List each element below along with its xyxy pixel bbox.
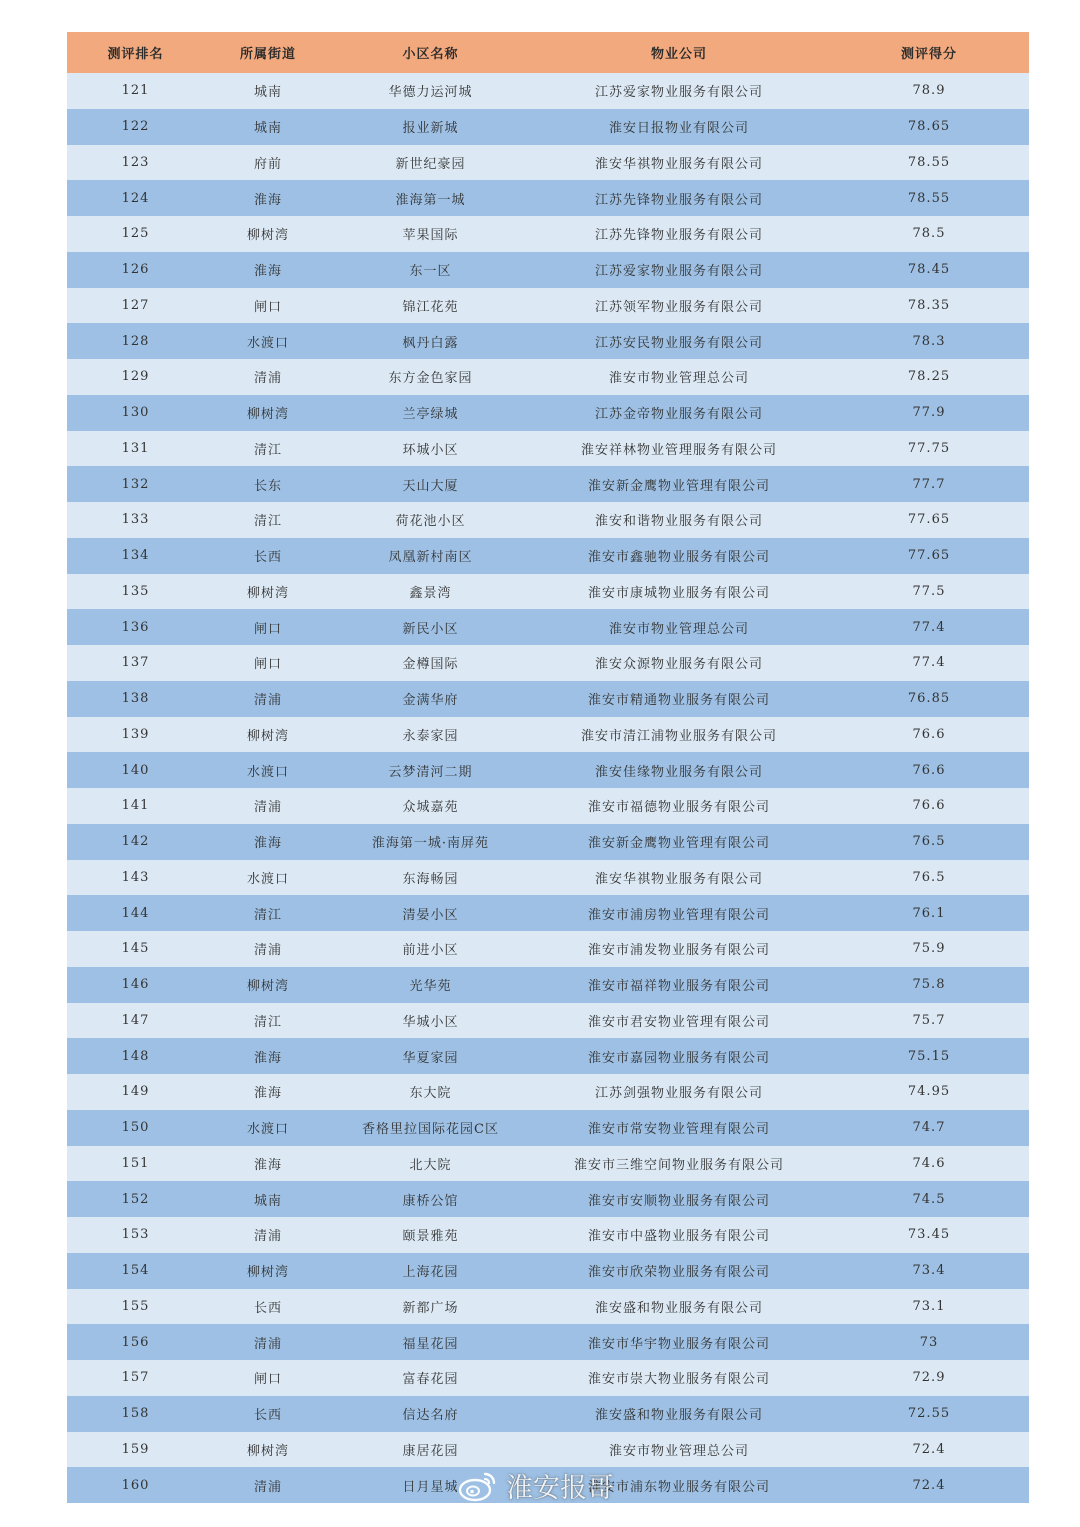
street-cell: 闸口 bbox=[204, 645, 332, 681]
street-cell: 清浦 bbox=[204, 359, 332, 395]
street-cell: 清浦 bbox=[204, 931, 332, 967]
score-cell: 76.5 bbox=[829, 824, 1029, 860]
rank-cell: 147 bbox=[67, 1003, 204, 1039]
score-cell: 72.4 bbox=[829, 1432, 1029, 1468]
street-cell: 柳树湾 bbox=[204, 395, 332, 431]
score-cell: 78.65 bbox=[829, 109, 1029, 145]
score-cell: 75.15 bbox=[829, 1038, 1029, 1074]
rank-cell: 125 bbox=[67, 216, 204, 252]
rank-cell: 153 bbox=[67, 1217, 204, 1253]
community-cell: 清晏小区 bbox=[332, 895, 529, 931]
header-score: 测评得分 bbox=[829, 32, 1029, 73]
street-cell: 清江 bbox=[204, 895, 332, 931]
rank-cell: 127 bbox=[67, 288, 204, 324]
score-cell: 77.65 bbox=[829, 502, 1029, 538]
community-cell: 康桥公馆 bbox=[332, 1181, 529, 1217]
street-cell: 柳树湾 bbox=[204, 216, 332, 252]
rank-cell: 152 bbox=[67, 1181, 204, 1217]
street-cell: 柳树湾 bbox=[204, 717, 332, 753]
street-cell: 闸口 bbox=[204, 609, 332, 645]
table-row bbox=[67, 1467, 1029, 1503]
street-cell: 水渡口 bbox=[204, 860, 332, 896]
street-cell: 淮海 bbox=[204, 1074, 332, 1110]
table-header bbox=[67, 32, 1029, 73]
community-cell: 苹果国际 bbox=[332, 216, 529, 252]
table-row bbox=[67, 1289, 1029, 1325]
street-cell: 长西 bbox=[204, 1289, 332, 1325]
table-row bbox=[67, 1146, 1029, 1182]
table-row bbox=[67, 1003, 1029, 1039]
community-cell: 金樽国际 bbox=[332, 645, 529, 681]
rank-cell: 140 bbox=[67, 752, 204, 788]
table-row bbox=[67, 895, 1029, 931]
street-cell: 水渡口 bbox=[204, 752, 332, 788]
score-cell: 78.55 bbox=[829, 180, 1029, 216]
rank-cell: 158 bbox=[67, 1396, 204, 1432]
rank-cell: 134 bbox=[67, 538, 204, 574]
score-cell: 76.6 bbox=[829, 788, 1029, 824]
table-row bbox=[67, 1324, 1029, 1360]
company-cell: 江苏领军物业服务有限公司 bbox=[529, 288, 829, 324]
ranking-table bbox=[67, 32, 1029, 1503]
community-cell: 新民小区 bbox=[332, 609, 529, 645]
table-row bbox=[67, 1360, 1029, 1396]
company-cell: 淮安市清江浦物业服务有限公司 bbox=[529, 717, 829, 753]
company-cell: 淮安盛和物业服务有限公司 bbox=[529, 1396, 829, 1432]
company-cell: 淮安市物业管理总公司 bbox=[529, 609, 829, 645]
company-cell: 淮安华祺物业服务有限公司 bbox=[529, 145, 829, 181]
street-cell: 清江 bbox=[204, 431, 332, 467]
community-cell: 香格里拉国际花园C区 bbox=[332, 1110, 529, 1146]
table-row bbox=[67, 1181, 1029, 1217]
score-cell: 76.5 bbox=[829, 860, 1029, 896]
street-cell: 柳树湾 bbox=[204, 574, 332, 610]
community-cell: 锦江花苑 bbox=[332, 288, 529, 324]
rank-cell: 133 bbox=[67, 502, 204, 538]
community-cell: 福星花园 bbox=[332, 1324, 529, 1360]
score-cell: 77.65 bbox=[829, 538, 1029, 574]
community-cell: 兰亭绿城 bbox=[332, 395, 529, 431]
table-row bbox=[67, 395, 1029, 431]
score-cell: 78.25 bbox=[829, 359, 1029, 395]
company-cell: 江苏先锋物业服务有限公司 bbox=[529, 180, 829, 216]
table-row bbox=[67, 1432, 1029, 1468]
street-cell: 闸口 bbox=[204, 288, 332, 324]
table-row bbox=[67, 145, 1029, 181]
rank-cell: 148 bbox=[67, 1038, 204, 1074]
rank-cell: 145 bbox=[67, 931, 204, 967]
community-cell: 凤凰新村南区 bbox=[332, 538, 529, 574]
community-cell: 环城小区 bbox=[332, 431, 529, 467]
score-cell: 78.55 bbox=[829, 145, 1029, 181]
street-cell: 淮海 bbox=[204, 180, 332, 216]
header-street: 所属街道 bbox=[204, 32, 332, 73]
score-cell: 76.85 bbox=[829, 681, 1029, 717]
company-cell: 淮安市浦房物业管理有限公司 bbox=[529, 895, 829, 931]
company-cell: 江苏安民物业服务有限公司 bbox=[529, 323, 829, 359]
table-row bbox=[67, 645, 1029, 681]
company-cell: 淮安祥林物业管理服务有限公司 bbox=[529, 431, 829, 467]
score-cell: 73.45 bbox=[829, 1217, 1029, 1253]
company-cell: 江苏金帝物业服务有限公司 bbox=[529, 395, 829, 431]
community-cell: 华城小区 bbox=[332, 1003, 529, 1039]
score-cell: 77.4 bbox=[829, 645, 1029, 681]
header-community: 小区名称 bbox=[332, 32, 529, 73]
company-cell: 淮安市福祥物业服务有限公司 bbox=[529, 967, 829, 1003]
rank-cell: 131 bbox=[67, 431, 204, 467]
community-cell: 富春花园 bbox=[332, 1360, 529, 1396]
table-row bbox=[67, 860, 1029, 896]
community-cell: 永泰家园 bbox=[332, 717, 529, 753]
header-rank: 测评排名 bbox=[67, 32, 204, 73]
score-cell: 78.45 bbox=[829, 252, 1029, 288]
table-row bbox=[67, 788, 1029, 824]
street-cell: 城南 bbox=[204, 1181, 332, 1217]
score-cell: 77.7 bbox=[829, 466, 1029, 502]
company-cell: 淮安市物业管理总公司 bbox=[529, 1432, 829, 1468]
rank-cell: 160 bbox=[67, 1467, 204, 1503]
table-row bbox=[67, 1038, 1029, 1074]
rank-cell: 159 bbox=[67, 1432, 204, 1468]
rank-cell: 130 bbox=[67, 395, 204, 431]
company-cell: 淮安市福德物业服务有限公司 bbox=[529, 788, 829, 824]
score-cell: 76.6 bbox=[829, 717, 1029, 753]
score-cell: 73 bbox=[829, 1324, 1029, 1360]
rank-cell: 157 bbox=[67, 1360, 204, 1396]
community-cell: 众城嘉苑 bbox=[332, 788, 529, 824]
community-cell: 报业新城 bbox=[332, 109, 529, 145]
score-cell: 72.9 bbox=[829, 1360, 1029, 1396]
score-cell: 75.9 bbox=[829, 931, 1029, 967]
rank-cell: 121 bbox=[67, 73, 204, 109]
company-cell: 淮安众源物业服务有限公司 bbox=[529, 645, 829, 681]
table-row bbox=[67, 931, 1029, 967]
company-cell: 淮安市中盛物业服务有限公司 bbox=[529, 1217, 829, 1253]
rank-cell: 126 bbox=[67, 252, 204, 288]
community-cell: 光华苑 bbox=[332, 967, 529, 1003]
community-cell: 新世纪豪园 bbox=[332, 145, 529, 181]
rank-cell: 124 bbox=[67, 180, 204, 216]
table-row bbox=[67, 252, 1029, 288]
street-cell: 柳树湾 bbox=[204, 1253, 332, 1289]
score-cell: 76.6 bbox=[829, 752, 1029, 788]
table-row bbox=[67, 609, 1029, 645]
company-cell: 江苏先锋物业服务有限公司 bbox=[529, 216, 829, 252]
rank-cell: 136 bbox=[67, 609, 204, 645]
table-row bbox=[67, 967, 1029, 1003]
company-cell: 淮安佳缘物业服务有限公司 bbox=[529, 752, 829, 788]
rank-cell: 154 bbox=[67, 1253, 204, 1289]
header-company: 物业公司 bbox=[529, 32, 829, 73]
score-cell: 74.7 bbox=[829, 1110, 1029, 1146]
company-cell: 淮安市康城物业服务有限公司 bbox=[529, 574, 829, 610]
community-cell: 康居花园 bbox=[332, 1432, 529, 1468]
company-cell: 淮安市浦发物业服务有限公司 bbox=[529, 931, 829, 967]
community-cell: 信达名府 bbox=[332, 1396, 529, 1432]
street-cell: 清浦 bbox=[204, 788, 332, 824]
street-cell: 水渡口 bbox=[204, 323, 332, 359]
rank-cell: 135 bbox=[67, 574, 204, 610]
street-cell: 府前 bbox=[204, 145, 332, 181]
street-cell: 柳树湾 bbox=[204, 1432, 332, 1468]
score-cell: 78.35 bbox=[829, 288, 1029, 324]
rank-cell: 129 bbox=[67, 359, 204, 395]
table-row bbox=[67, 466, 1029, 502]
score-cell: 72.4 bbox=[829, 1467, 1029, 1503]
community-cell: 华夏家园 bbox=[332, 1038, 529, 1074]
table-row bbox=[67, 288, 1029, 324]
rank-cell: 137 bbox=[67, 645, 204, 681]
company-cell: 淮安市精通物业服务有限公司 bbox=[529, 681, 829, 717]
community-cell: 颐景雅苑 bbox=[332, 1217, 529, 1253]
table-row bbox=[67, 1110, 1029, 1146]
company-cell: 淮安市嘉园物业服务有限公司 bbox=[529, 1038, 829, 1074]
community-cell: 新都广场 bbox=[332, 1289, 529, 1325]
company-cell: 江苏爱家物业服务有限公司 bbox=[529, 252, 829, 288]
company-cell: 淮安华祺物业服务有限公司 bbox=[529, 860, 829, 896]
rank-cell: 122 bbox=[67, 109, 204, 145]
rank-cell: 142 bbox=[67, 824, 204, 860]
table-row bbox=[67, 502, 1029, 538]
community-cell: 东一区 bbox=[332, 252, 529, 288]
score-cell: 77.4 bbox=[829, 609, 1029, 645]
street-cell: 长东 bbox=[204, 466, 332, 502]
street-cell: 清浦 bbox=[204, 1217, 332, 1253]
company-cell: 淮安市鑫驰物业服务有限公司 bbox=[529, 538, 829, 574]
community-cell: 淮海第一城 bbox=[332, 180, 529, 216]
street-cell: 水渡口 bbox=[204, 1110, 332, 1146]
street-cell: 柳树湾 bbox=[204, 967, 332, 1003]
company-cell: 淮安市君安物业管理有限公司 bbox=[529, 1003, 829, 1039]
table-row bbox=[67, 1217, 1029, 1253]
company-cell: 江苏剑强物业服务有限公司 bbox=[529, 1074, 829, 1110]
table-row bbox=[67, 717, 1029, 753]
community-cell: 东方金色家园 bbox=[332, 359, 529, 395]
rank-cell: 149 bbox=[67, 1074, 204, 1110]
score-cell: 78.9 bbox=[829, 73, 1029, 109]
company-cell: 淮安盛和物业服务有限公司 bbox=[529, 1289, 829, 1325]
company-cell: 淮安新金鹰物业管理有限公司 bbox=[529, 466, 829, 502]
company-cell: 淮安新金鹰物业管理有限公司 bbox=[529, 824, 829, 860]
community-cell: 华德力运河城 bbox=[332, 73, 529, 109]
community-cell: 北大院 bbox=[332, 1146, 529, 1182]
street-cell: 淮海 bbox=[204, 824, 332, 860]
street-cell: 长西 bbox=[204, 538, 332, 574]
score-cell: 75.8 bbox=[829, 967, 1029, 1003]
header-row bbox=[67, 32, 1029, 73]
company-cell: 淮安市崇大物业服务有限公司 bbox=[529, 1360, 829, 1396]
street-cell: 清浦 bbox=[204, 681, 332, 717]
score-cell: 78.3 bbox=[829, 323, 1029, 359]
table-row bbox=[67, 109, 1029, 145]
rank-cell: 132 bbox=[67, 466, 204, 502]
street-cell: 淮海 bbox=[204, 1146, 332, 1182]
table-row bbox=[67, 323, 1029, 359]
table-row bbox=[67, 180, 1029, 216]
score-cell: 73.1 bbox=[829, 1289, 1029, 1325]
community-cell: 金满华府 bbox=[332, 681, 529, 717]
table-row bbox=[67, 359, 1029, 395]
score-cell: 72.55 bbox=[829, 1396, 1029, 1432]
score-cell: 76.1 bbox=[829, 895, 1029, 931]
street-cell: 长西 bbox=[204, 1396, 332, 1432]
company-cell: 淮安市安顺物业服务有限公司 bbox=[529, 1181, 829, 1217]
rank-cell: 123 bbox=[67, 145, 204, 181]
company-cell: 淮安市华宇物业服务有限公司 bbox=[529, 1324, 829, 1360]
table-row bbox=[67, 1074, 1029, 1110]
table-body bbox=[67, 73, 1029, 1503]
table-row bbox=[67, 752, 1029, 788]
company-cell: 淮安市物业管理总公司 bbox=[529, 359, 829, 395]
table-row bbox=[67, 431, 1029, 467]
street-cell: 淮海 bbox=[204, 252, 332, 288]
street-cell: 城南 bbox=[204, 109, 332, 145]
company-cell: 淮安市三维空间物业服务有限公司 bbox=[529, 1146, 829, 1182]
street-cell: 清浦 bbox=[204, 1467, 332, 1503]
rank-cell: 139 bbox=[67, 717, 204, 753]
company-cell: 淮安市常安物业管理有限公司 bbox=[529, 1110, 829, 1146]
score-cell: 75.7 bbox=[829, 1003, 1029, 1039]
score-cell: 74.5 bbox=[829, 1181, 1029, 1217]
rank-cell: 156 bbox=[67, 1324, 204, 1360]
community-cell: 天山大厦 bbox=[332, 466, 529, 502]
community-cell: 东大院 bbox=[332, 1074, 529, 1110]
rank-cell: 151 bbox=[67, 1146, 204, 1182]
score-cell: 77.75 bbox=[829, 431, 1029, 467]
street-cell: 淮海 bbox=[204, 1038, 332, 1074]
rank-cell: 141 bbox=[67, 788, 204, 824]
street-cell: 清江 bbox=[204, 502, 332, 538]
rank-cell: 143 bbox=[67, 860, 204, 896]
score-cell: 77.5 bbox=[829, 574, 1029, 610]
score-cell: 74.6 bbox=[829, 1146, 1029, 1182]
score-cell: 77.9 bbox=[829, 395, 1029, 431]
watermark-text: 淮安报哥 bbox=[506, 1473, 614, 1504]
rank-cell: 138 bbox=[67, 681, 204, 717]
table-row bbox=[67, 216, 1029, 252]
community-cell: 淮海第一城·南屏苑 bbox=[332, 824, 529, 860]
rank-cell: 144 bbox=[67, 895, 204, 931]
table-row bbox=[67, 538, 1029, 574]
table-row bbox=[67, 681, 1029, 717]
company-cell: 淮安和谐物业服务有限公司 bbox=[529, 502, 829, 538]
street-cell: 清浦 bbox=[204, 1324, 332, 1360]
rank-cell: 146 bbox=[67, 967, 204, 1003]
table-row bbox=[67, 73, 1029, 109]
company-cell: 淮安市欣荣物业服务有限公司 bbox=[529, 1253, 829, 1289]
street-cell: 闸口 bbox=[204, 1360, 332, 1396]
community-cell: 云梦清河二期 bbox=[332, 752, 529, 788]
street-cell: 城南 bbox=[204, 73, 332, 109]
company-cell: 淮安日报物业有限公司 bbox=[529, 109, 829, 145]
street-cell: 清江 bbox=[204, 1003, 332, 1039]
table-row bbox=[67, 1396, 1029, 1432]
score-cell: 73.4 bbox=[829, 1253, 1029, 1289]
rank-cell: 155 bbox=[67, 1289, 204, 1325]
company-cell: 淮安市浦东物业服务有限公司 bbox=[529, 1467, 829, 1503]
score-cell: 74.95 bbox=[829, 1074, 1029, 1110]
table-row bbox=[67, 574, 1029, 610]
rank-cell: 150 bbox=[67, 1110, 204, 1146]
rank-cell: 128 bbox=[67, 323, 204, 359]
table-row bbox=[67, 1253, 1029, 1289]
community-cell: 前进小区 bbox=[332, 931, 529, 967]
community-cell: 鑫景湾 bbox=[332, 574, 529, 610]
community-cell: 荷花池小区 bbox=[332, 502, 529, 538]
community-cell: 枫丹白露 bbox=[332, 323, 529, 359]
table-row bbox=[67, 824, 1029, 860]
community-cell: 上海花园 bbox=[332, 1253, 529, 1289]
community-cell: 日月星城 bbox=[332, 1467, 529, 1503]
company-cell: 江苏爱家物业服务有限公司 bbox=[529, 73, 829, 109]
community-cell: 东海畅园 bbox=[332, 860, 529, 896]
score-cell: 78.5 bbox=[829, 216, 1029, 252]
